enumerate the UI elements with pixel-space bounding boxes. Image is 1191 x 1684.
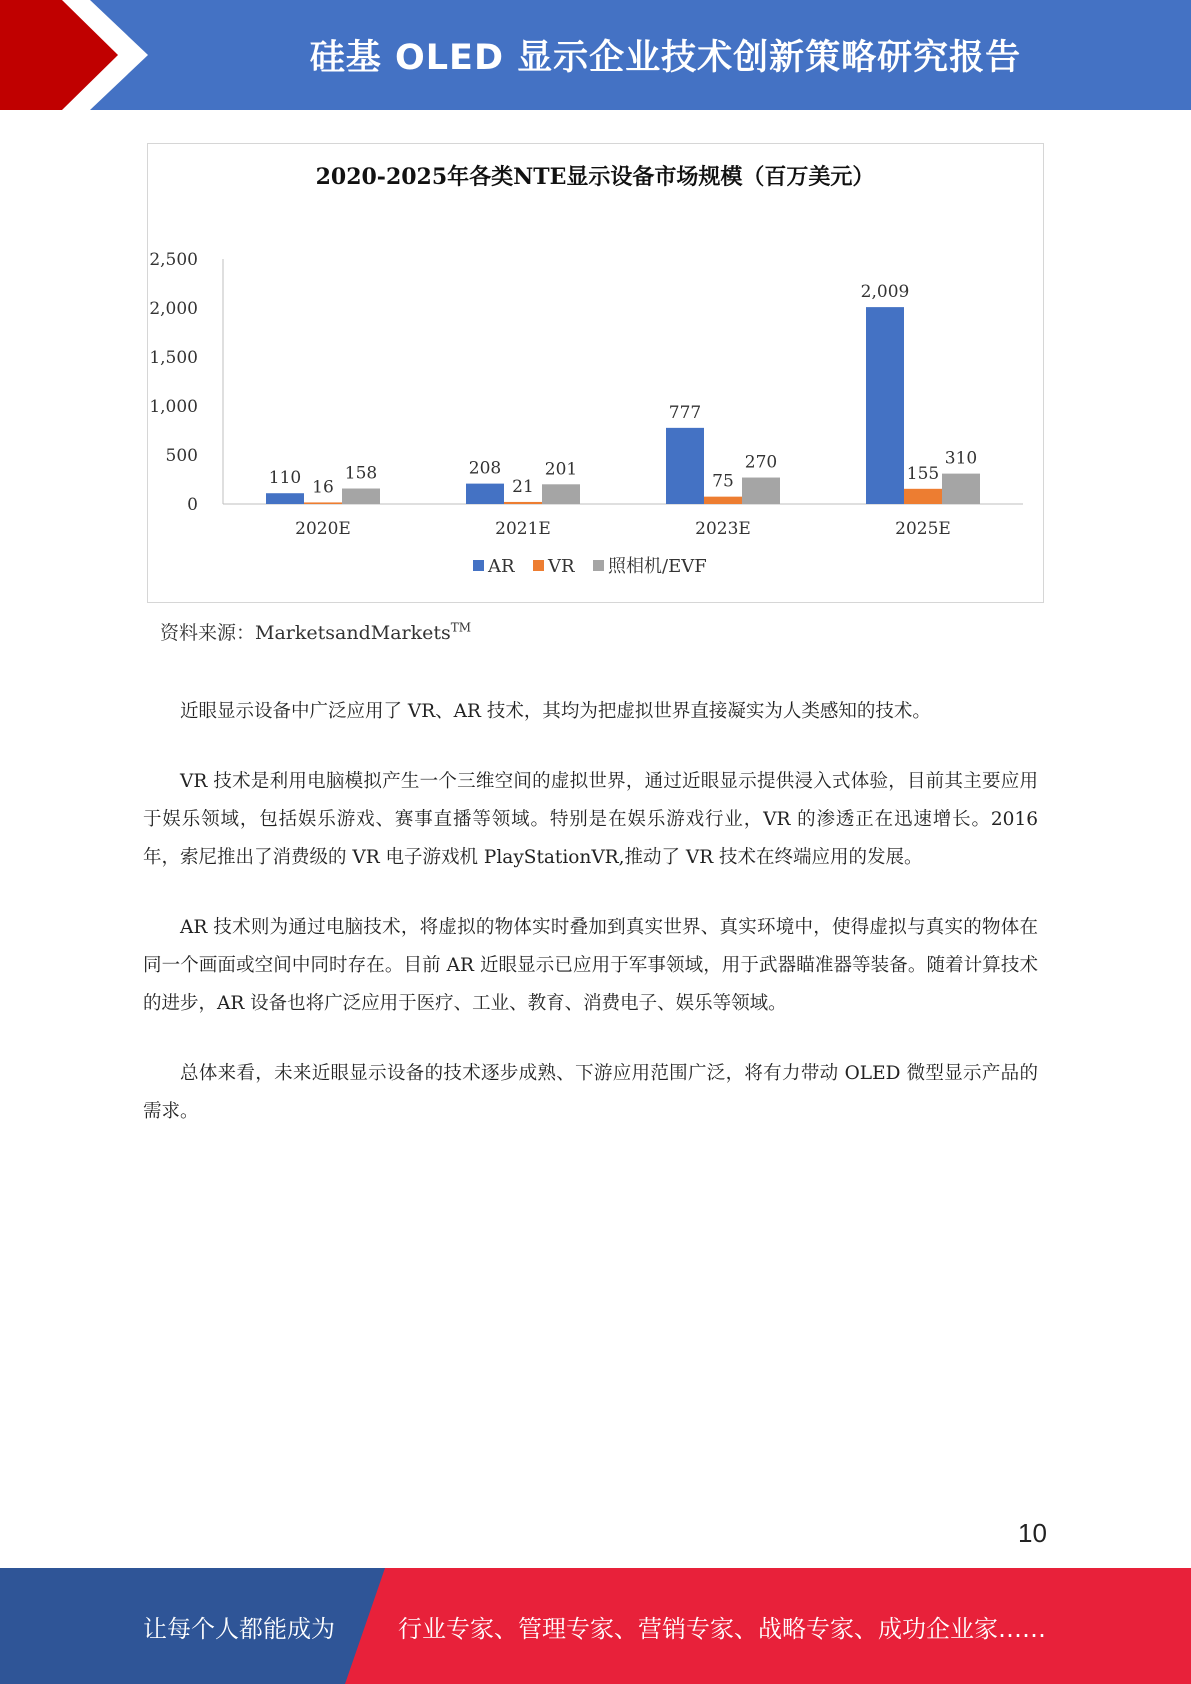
bar-VR [904,489,942,504]
chevron-logo-icon [0,0,160,110]
data-label: 158 [344,463,378,484]
y-tick-label: 2,000 [149,299,198,319]
paragraph: VR 技术是利用电脑模拟产生一个三维空间的虚拟世界，通过近眼显示提供浸入式体验，目前其主要应用于娱乐领域，包括娱乐游戏、赛事直播等领域。特别是在娱乐游戏行业，VR 的渗透正在迅速增长。2016 年，索尼推出了消费级的 VR 电子游戏机 PlayStationVR,推动了 VR 技术在终端应用的发展。 [143,771,1038,868]
page-number: 10 [1018,1518,1047,1548]
footer-slogan-right: 行业专家、管理专家、营销专家、战略专家、成功企业家…… [398,1614,1046,1643]
data-label: 201 [544,459,578,480]
bar-AR [666,428,704,504]
footer-slogan-left: 让每个人都能成为 [143,1614,335,1643]
page-footer [0,1568,1191,1684]
data-label: 155 [906,463,940,484]
y-tick-label: 0 [187,495,198,515]
data-label: 310 [944,448,978,469]
bar-VR [304,502,342,504]
report-title: 硅基 OLED 显示企业技术创新策略研究报告 [309,38,1022,78]
y-tick-label: 1,500 [149,348,198,368]
chart-source [160,618,471,645]
data-label: 75 [712,471,734,492]
chart-title: 2020-2025年各类NTE显示设备市场规模（百万美元） [315,164,875,190]
y-tick-label: 1,000 [149,397,198,417]
bar-照相机/EVF [342,489,380,504]
trademark-mark: TM [450,620,472,635]
bar-VR [504,502,542,504]
legend-swatch [593,560,604,571]
y-tick-label: 500 [165,446,198,466]
body-text [143,693,1038,1163]
legend-swatch [473,560,484,571]
bar-照相机/EVF [942,474,980,504]
data-label: 777 [668,402,702,423]
x-tick-label: 2023E [695,519,751,539]
data-label: 2,009 [860,282,910,303]
paragraph: AR 技术则为通过电脑技术，将虚拟的物体实时叠加到真实世界、真实环境中，使得虚拟与真实的物体在同一个画面或空间中同时存在。目前 AR 近眼显示已应用于军事领域，用于武器瞄准器等装备。随着计算技术的进步，AR 设备也将广泛应用于医疗、工业、教育、消费电子、娱乐等领域。 [143,917,1038,1014]
page-header [0,0,1191,110]
data-label: 16 [312,477,334,498]
source-text: 资料来源：MarketsandMarkets [160,622,451,644]
bar-AR [866,307,904,504]
bar-AR [466,484,504,504]
legend-label: VR [548,556,575,577]
x-tick-label: 2025E [895,519,951,539]
bar-照相机/EVF [742,478,780,504]
x-tick-label: 2020E [295,519,351,539]
legend-label: AR [488,556,515,577]
paragraph: 近眼显示设备中广泛应用了 VR、AR 技术，其均为把虚拟世界直接凝实为人类感知的技术。 [180,701,931,722]
y-tick-label: 2,500 [149,250,198,270]
x-tick-label: 2021E [495,519,551,539]
data-label: 110 [268,468,302,489]
data-label: 21 [512,476,534,497]
market-size-chart [147,143,1044,603]
legend-label: 照相机/EVF [608,556,707,577]
data-label: 208 [468,458,502,479]
paragraph: 总体来看，未来近眼显示设备的技术逐步成熟、下游应用范围广泛，将有力带动 OLED 微型显示产品的需求。 [143,1063,1038,1122]
bar-VR [704,497,742,504]
bar-chart [148,144,1043,602]
data-label: 270 [744,452,778,473]
bar-AR [266,493,304,504]
bar-照相机/EVF [542,484,580,504]
legend-swatch [533,560,544,571]
